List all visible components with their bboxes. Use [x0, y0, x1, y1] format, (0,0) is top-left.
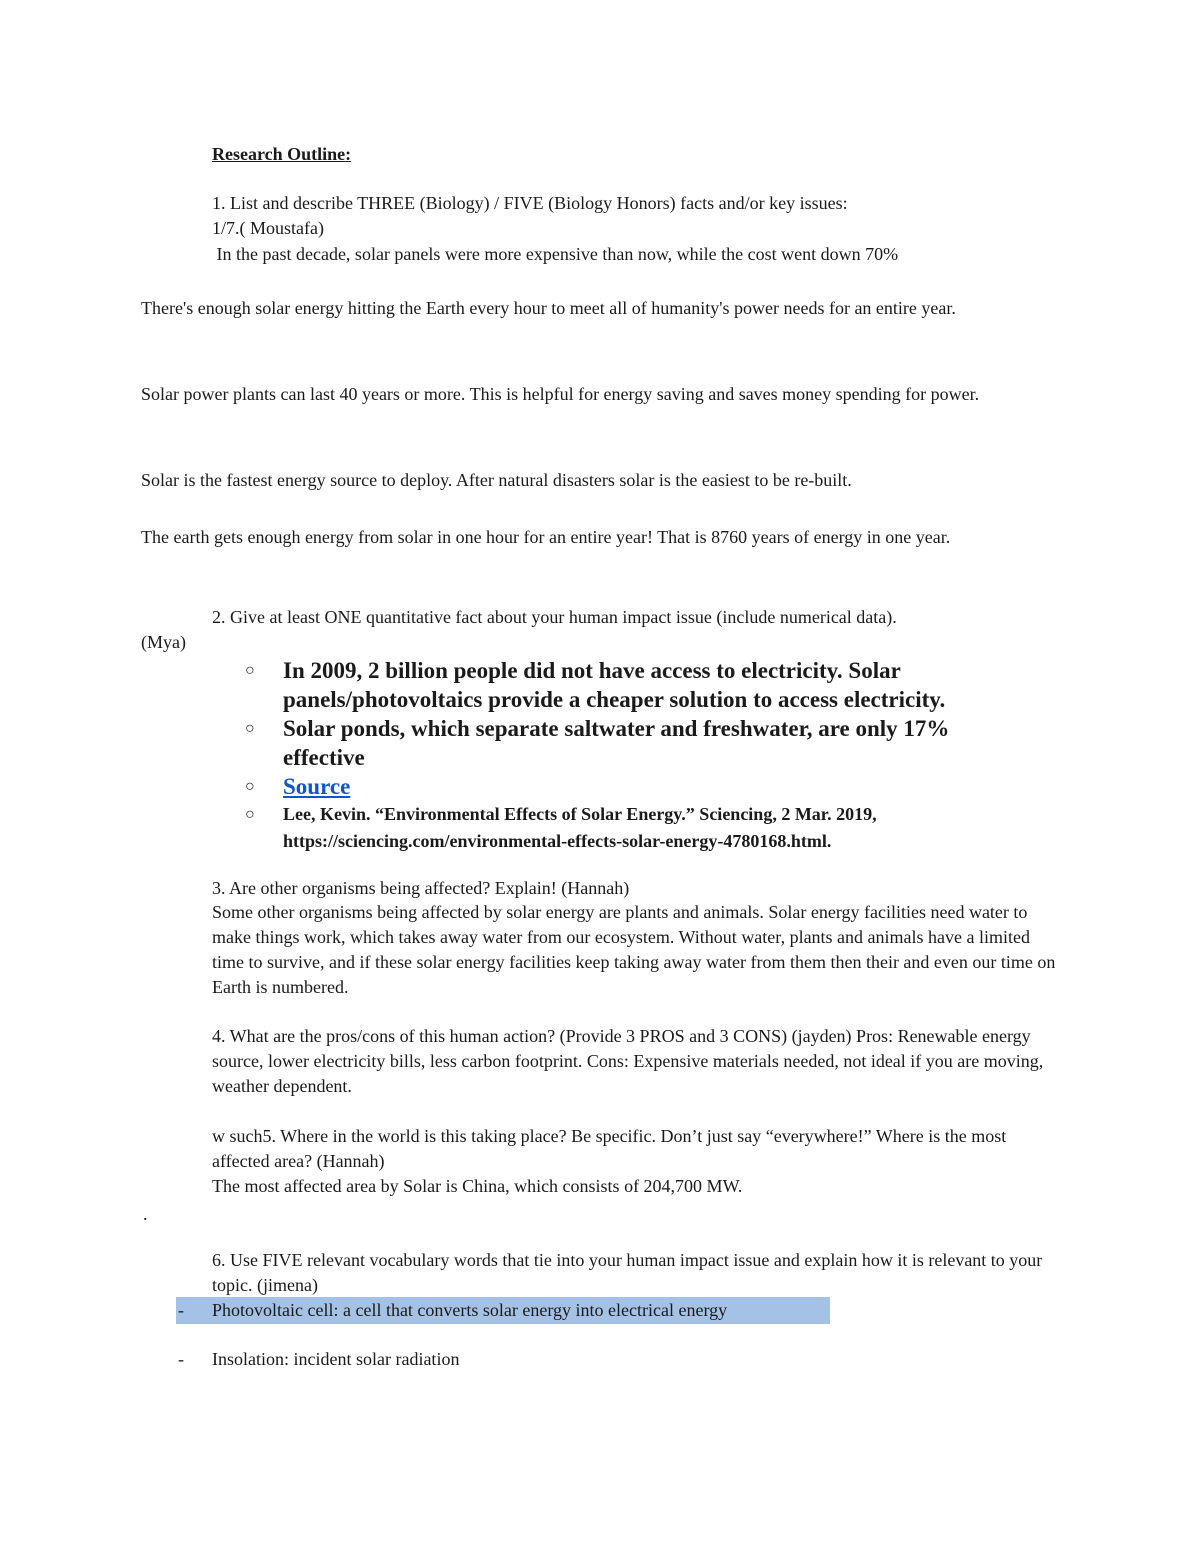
vocab-term-2: Insolation: incident solar radiation — [212, 1349, 460, 1369]
bullet-marker: ○ — [245, 806, 255, 823]
question-3-prompt: 3. Are other organisms being affected? Explain! (Hannah) — [212, 878, 630, 898]
source-link[interactable]: Source — [283, 774, 351, 799]
question-2-prompt: 2. Give at least ONE quantitative fact about your human impact issue (include numerical data). — [212, 607, 897, 627]
bullet-marker: ○ — [245, 778, 255, 795]
question-6-prompt: 6. Use FIVE relevant vocabulary words that tie into your human impact issue and explain how it is relevant to your topic. (jimena) — [212, 1250, 1043, 1295]
citation-text: Lee, Kevin. “Environmental Effects of Solar Energy.” Sciencing, 2 Mar. 2019, https://sciencing.com/environmental-effects-solar-energy-4780168.html. — [283, 804, 877, 851]
list-item — [245, 801, 1025, 855]
question-3-answer: Some other organisms being affected by solar energy are plants and animals. Solar energy facilities need water to make things work, which takes away water from our ecosystem. Without water, plants and animals have a limited time to survive, and if these solar energy facilities keep taking away water from them then their and even our time on Earth is numbered. — [212, 902, 1056, 997]
list-dash: - — [178, 1300, 184, 1320]
bullet-marker: ○ — [245, 662, 255, 679]
stray-dot: . — [143, 1204, 148, 1224]
question-4-text: 4. What are the pros/cons of this human action? (Provide 3 PROS and 3 CONS) (jayden) Pros: Renewable energy source, lower electricity bills, less carbon footprint. Cons: Expensive materials needed, not ideal if you are moving, weather dependent. — [212, 1026, 1044, 1096]
question-1-author: 1/7.( Moustafa) — [212, 218, 324, 238]
question-1-fact-2: There's enough solar energy hitting the Earth every hour to meet all of humanity's power needs for an entire year. — [141, 298, 956, 318]
vocab-term-1: Photovoltaic cell: a cell that converts solar energy into electrical energy — [212, 1300, 728, 1320]
question-1-fact-5: The earth gets enough energy from solar in one hour for an entire year! That is 8760 years of energy in one year. — [141, 527, 951, 547]
list-dash: - — [178, 1349, 184, 1369]
bullet-text: In 2009, 2 billion people did not have access to electricity. Solar panels/photovoltaics provide a cheaper solution to access electricity. — [283, 658, 946, 712]
question-1-fact-4: Solar is the fastest energy source to deploy. After natural disasters solar is the easiest to be re-built. — [141, 470, 852, 490]
question-1-fact-1: In the past decade, solar panels were more expensive than now, while the cost went down 70% — [212, 244, 899, 264]
question-5-prompt: w such5. Where in the world is this taking place? Be specific. Don’t just say “everywhere!” Where is the most affected area? (Hannah) — [212, 1126, 1007, 1171]
list-item — [245, 772, 1025, 801]
question-5-answer: The most affected area by Solar is China, which consists of 204,700 MW. — [212, 1176, 743, 1196]
question-1-prompt: 1. List and describe THREE (Biology) / FIVE (Biology Honors) facts and/or key issues: — [212, 193, 848, 213]
list-item — [245, 656, 1025, 714]
question-2-author: (Mya) — [141, 632, 186, 652]
list-item — [245, 714, 1025, 772]
page-title — [212, 142, 351, 167]
title-text: Research Outline — [212, 144, 346, 164]
question-1-fact-3: Solar power plants can last 40 years or more. This is helpful for energy saving and saves money spending for power. — [141, 384, 980, 404]
title-colon: : — [345, 144, 352, 164]
bullet-marker: ○ — [245, 720, 255, 737]
bullet-text: Solar ponds, which separate saltwater and freshwater, are only 17% effective — [283, 716, 950, 770]
